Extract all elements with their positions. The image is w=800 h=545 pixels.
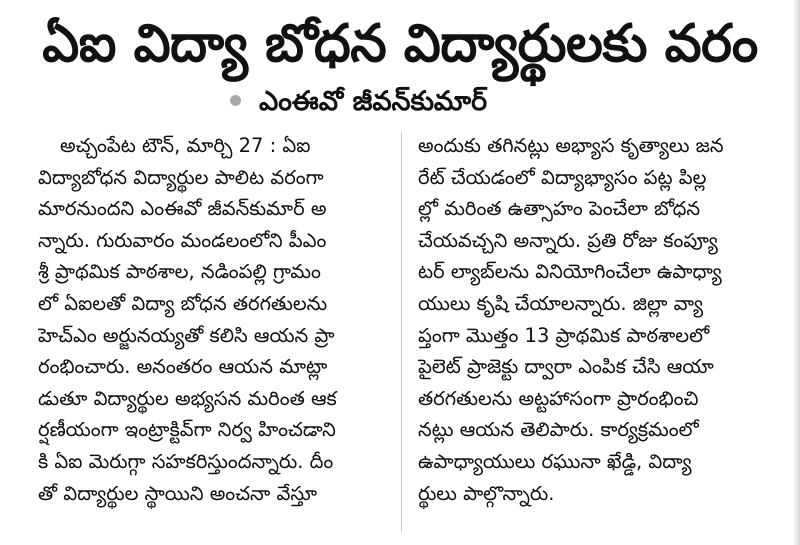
- text-line: చేయవచ్చని అన్నారు. ప్రతి రోజు కంప్యూ: [418, 228, 718, 252]
- text-line: ఉపాధ్యాయులు రఘునా ఖేడ్డి, విద్యా: [418, 449, 692, 473]
- text-line: రంభించారు. అనంతరం ఆయన మాట్లా: [38, 355, 328, 379]
- text-line: అందుకు తగినట్లు అభ్యాస కృత్యాలు జన: [418, 134, 724, 157]
- text-line: అచ్చంపేట టౌన్, మార్చి 27 : ఏఐ: [60, 134, 311, 157]
- text-line: ర్షణీయంగా ఇంట్రాక్టివ్‌గా నిర్వ హించడాని: [38, 418, 336, 442]
- text-line: మారనుందని ఎంఈవో జీవన్‌కుమార్ అ: [38, 197, 327, 221]
- left-column: [38, 130, 386, 509]
- text-line: టర్ ల్యాబ్‌లను వినియోగించేలా ఉపాధ్యా: [418, 260, 722, 284]
- text-line: ల్లో మరింత ఉత్సాహం పెంచేలా బోధన: [418, 197, 701, 221]
- bullet-icon: [230, 95, 241, 106]
- headline: ఏఐ విద్యా బోధన విద్యార్థులకు వరం: [42, 14, 758, 74]
- column-divider: [401, 132, 402, 532]
- text-line: ర్థులు పాల్గొన్నారు.: [418, 481, 555, 505]
- text-line: హెచ్‌ఎం అర్జునయ్యతో కలిసి ఆయన ప్రా: [38, 323, 335, 347]
- byline: [230, 82, 487, 122]
- text-line: పైలెట్ ప్రాజెక్టు ద్వారా ఎంపిక చేసి ఆయా: [418, 355, 714, 379]
- text-line: రేట్ చేయడంలో విద్యాభ్యాసం పట్ల పిల్ల: [418, 165, 707, 189]
- text-line: న్నారు. గురువారం మండలంలోని పీఎం: [38, 228, 327, 252]
- text-line: శ్రీ ప్రాథమిక పాఠశాల, నడింపల్లి గ్రామం: [38, 260, 321, 284]
- text-line: లో ఏఐలతో విద్యా బోధన తరగతులను: [38, 291, 328, 315]
- page-edge: [794, 0, 800, 545]
- text-line: నట్లు ఆయన తెలిపారు. కార్యక్రమంలో: [418, 418, 699, 442]
- byline-text: ఎంఈవో జీవన్‌కుమార్: [259, 86, 488, 117]
- text-line: తో విద్యార్థుల స్థాయిని అంచనా వేస్తూ: [38, 481, 318, 505]
- text-line: విద్యాబోధన విద్యార్థుల పాలిట వరంగా: [38, 165, 324, 189]
- text-line: యులు కృషి చేయాలన్నారు. జిల్లా వ్యా: [418, 291, 703, 315]
- text-line: ప్తంగా మొత్తం 13 ప్రాథమిక పాఠశాలలో: [418, 323, 710, 347]
- text-line: తరగతులను అట్టహాసంగా ప్రారంభించి: [418, 386, 699, 410]
- right-column: [418, 130, 766, 509]
- text-line: డుతూ విద్యార్థుల అభ్యసన మరింత ఆక: [38, 386, 337, 410]
- text-line: కి ఏఐ మెరుగ్గా సహకరిస్తుందన్నారు. దీం: [38, 449, 334, 473]
